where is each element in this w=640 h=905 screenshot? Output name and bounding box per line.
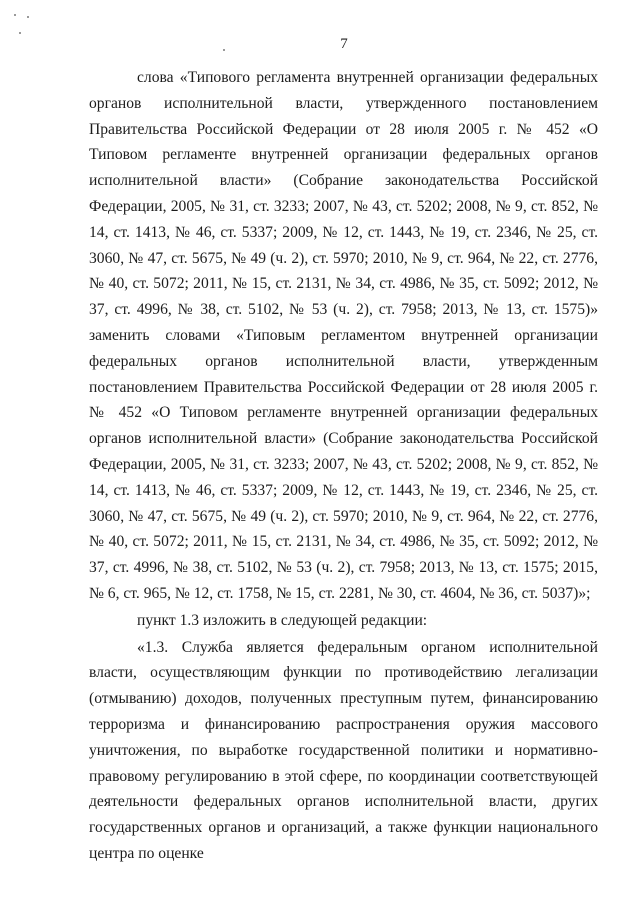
scan-speck [14,14,16,16]
page-number: 7 [340,36,348,52]
scan-speck [19,32,21,34]
scan-speck [27,16,29,18]
body-text [89,65,598,867]
paragraph-point-1-3-text: «1.3. Служба является федеральным органом исполнительной власти, осуществляющим функции по противодействию легализации (отмыванию) доходов, полученных преступным путем, финансированию терроризма и финансированию распространения оружия массового уничтожения, по выработке государственной политики и нормативно-правовому регулированию в этой сфере, по координации соответствующей деятельности федеральных органов исполнительной власти, других государственных органов и организаций, а также функции национального центра по оценке [89,638,598,862]
paragraph-point-1-3-intro: пункт 1.3 изложить в следующей редакции: [137,611,428,629]
paragraph-replacement-words: слова «Типового регламента внутренней организации федеральных органов исполнительной власти, утвержденного постановлением Правительства Российской Федерации от 28 июля 2005 г. № 452 «О Типовом регламенте внутренней организации федеральных органов исполнительной власти» (Собрание законодательства Российской Федерации, 2005, № 31, ст. 3233; 2007, № 43, ст. 5202; 2008, № 9, ст. 852, № 14, ст. 1413, № 46, ст. 5337; 2009, № 12, ст. 1443, № 19, ст. 2346, № 25, ст. 3060, № 47, ст. 5675, № 49 (ч. 2), ст. 5970; 2010, № 9, ст. 964, № 22, ст. 2776, № 40, ст. 5072; 2011, № 15, ст. 2131, № 34, ст. 4986, № 35, ст. 5092; 2012, № 37, ст. 4996, № 38, ст. 5102, № 53 (ч. 2), ст. 7958; 2013, № 13, ст. 1575)» заменить словами «Типовым регламентом внутренней организации федеральных органов исполнительной власти, утвержденным постановлением Правительства Российской Федерации от 28 июля 2005 г. № 452 «О Типовом регламенте внутренней организации федеральных органов исполнительной власти» (Собрание законодательства Российской Федерации, 2005, № 31, ст. 3233; 2007, № 43, ст. 5202; 2008, № 9, ст. 852, № 14, ст. 1413, № 46, ст. 5337; 2009, № 12, ст. 1443, № 19, ст. 2346, № 25, ст. 3060, № 47, ст. 5675, № 49 (ч. 2), ст. 5970; 2010, № 9, ст. 964, № 22, ст. 2776, № 40, ст. 5072; 2011, № 15, ст. 2131, № 34, ст. 4986, № 35, ст. 5092; 2012, № 37, ст. 4996, № 38, ст. 5102, № 53 (ч. 2), ст. 7958; 2013, № 13, ст. 1575; 2015, № 6, ст. 965, № 12, ст. 1758, № 15, ст. 2281, № 30, ст. 4604, № 36, ст. 5037)»; [89,69,598,602]
